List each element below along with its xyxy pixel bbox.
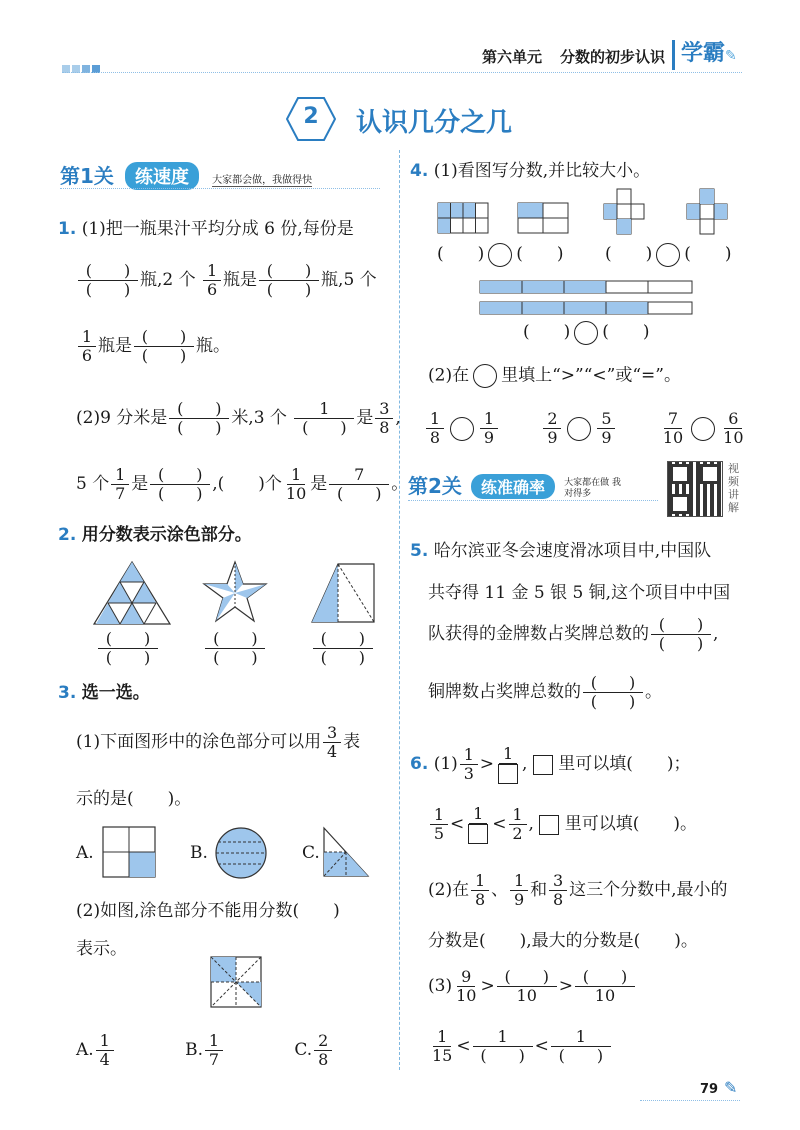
q6-line3 [428,866,728,914]
q2-line [58,524,252,546]
q3-p1c: 示的是( )。 [76,789,192,809]
header-squares [62,58,100,77]
q2-text: 用分数表示涂色部分。 [81,525,252,545]
q5-blank-bronze[interactable]: ( ) ( ) [583,674,643,711]
q4-row2-answers [523,318,650,346]
column-divider [399,150,400,1070]
q1-line4 [76,396,401,440]
q2-answer-1: ( ) ( ) [98,630,158,667]
lesson-number-badge [286,96,336,142]
q6-frac-1-8: $\frac{1}{8}$ [471,872,489,909]
q2-answers [96,628,375,668]
header-brand-logo [672,40,737,70]
q6-frac-3-8: $\frac{3}{8}$ [549,872,567,909]
q1-is-b: 是 [131,474,149,494]
video-explain-label: 视频讲解 [728,462,739,514]
q3-p1 [76,720,360,764]
q1-p3-blank: ( )个 [217,474,282,494]
q4-line [410,160,650,182]
q3-choices [76,1028,334,1072]
q5-line1 [410,540,711,562]
footer-rule [640,1100,740,1101]
q1-frac-1-6: $\frac{1}{6}$ [203,262,221,299]
q1-p3-text: 5 个 [76,474,110,494]
q4-pair-3-circle[interactable] [691,417,715,441]
q4-blank-a[interactable]: ( ) [437,244,485,264]
q3-number: 3. [58,683,77,703]
q1-is: 是 [356,408,374,428]
q2-triangle-figure [92,560,172,626]
q1-line2 [76,258,377,302]
q3-p1-text: (1)下面图形中的涂色部分可以用 [76,732,322,752]
q4-fig-grid-1 [437,202,489,234]
q4-pair-1-circle[interactable] [450,417,474,441]
q4-blank-e[interactable]: ( ) [523,322,571,342]
q6-frac-1-9: $\frac{1}{9}$ [510,872,528,909]
header-unit: 第六单元 [482,48,543,66]
q4-pair-3: $\frac{7}{10}$ $\frac{6}{10}$ [662,409,744,447]
q1-line1 [58,218,354,240]
q1-blank-frac-1: ( ) ( ) [78,262,138,299]
q6-frac-1-15: $\frac{1}{15}$ [432,1027,453,1065]
q6-fill-a: 里可以填( )； [558,754,691,774]
q1-blank-frac-3: ( ) ( ) [134,328,194,365]
q6-comma: , [522,754,528,774]
q4-p2-text: (2)在 [428,365,470,386]
q5-l2: 共夺得 11 金 5 银 5 铜,这个项目中中国 [428,583,731,603]
q1-frac-1-7: $\frac{1}{7}$ [111,466,129,503]
q4-blank-b[interactable]: ( ) [516,244,564,264]
q4-bar-figure [479,280,693,318]
section1-underline [60,188,380,189]
q3-opt-c-label: C. [302,843,320,863]
q3-line [58,682,150,704]
q5-line3 [428,612,718,656]
q6-line5 [428,962,637,1010]
q6-blank-frac-4[interactable]: 1 ( ) [551,1028,611,1065]
q6-gt-2: > [480,976,495,996]
brand-text: 学霸 [681,41,726,66]
pencil-icon: ✎ [725,48,737,64]
q6-blank-frac-2[interactable]: ( ) 10 [575,968,635,1005]
page-number: 79 [700,1082,719,1097]
q5-number: 5. [410,541,429,561]
q5-l1: 哈尔滨亚冬会速度滑冰项目中,中国队 [433,541,712,561]
q3-p1-tail: 表 [343,732,361,752]
section1-badge: 练速度 [125,162,199,190]
q1-blank-frac-4: ( ) ( ) [169,400,229,437]
q3-text: 选一选。 [81,683,150,703]
q6-box-icon-1 [533,755,553,775]
q6-frac-1-3: $\frac{1}{3}$ [460,746,478,783]
q6-p3-prefix: (3) [428,976,453,996]
q1-unit-b: 瓶, [321,270,344,290]
q6-gt-3: > [558,976,573,996]
q1-blank-frac-2: ( ) ( ) [259,262,319,299]
q4-number: 4. [410,161,429,181]
qr-code[interactable] [668,462,722,516]
q4-pair-2: $\frac{2}{9}$ $\frac{5}{9}$ [541,418,617,438]
q1-number: 1. [58,219,77,239]
q2-answer-3: ( ) ( ) [313,630,373,667]
q4-compare-circle-3[interactable] [574,321,598,345]
section2-underline [408,500,658,501]
q1-end: 。 [391,474,409,494]
q4-p2-tail: 里填上“>”“<”或“=”。 [501,365,681,386]
section2-header [408,470,628,500]
section2-slogan: 大家都在做 我对得多 [564,477,621,499]
q1-frac-1-6-b: $\frac{1}{6}$ [78,328,96,365]
q3-choice-a[interactable]: A. $\frac{1}{4}$ [76,1040,116,1060]
q6-p2c: 分数是( ),最大的分数是( )。 [428,931,698,951]
section2-label: 第2关 [408,474,462,498]
q5-comma: , [713,624,719,644]
q4-p1: (1)看图写分数,并比较大小。 [433,161,651,181]
q1-frac-1-10: $\frac{1}{10}$ [285,465,307,503]
q3-p2a: (2)如图,涂色部分不能用分数( ) [76,901,340,921]
q3-opt-a-label: A. [76,843,94,863]
lesson-title: 认识几分之几 [356,108,513,138]
q6-frac-1-2: $\frac{1}{2}$ [509,806,527,843]
q3-frac-3-4: $\frac{3}{4}$ [323,724,341,761]
header-rule [62,72,742,73]
footer-pencil-icon: ✎ [724,1078,738,1097]
q6-p2-text: 这三个分数中,最小的 [569,880,728,900]
q6-box-2[interactable] [468,824,488,844]
section1-label: 第1关 [60,164,114,188]
q4-fig-cross-1 [603,188,645,236]
q5-end: 。 [645,682,662,702]
q4-p2 [428,364,681,388]
q5-l3: 队获得的金牌数占奖牌总数的 [428,624,649,644]
section2-badge: 练准确率 [471,474,555,499]
q4-blank-f[interactable]: ( ) [602,322,650,342]
q1-bottle-word-b: 瓶是 [98,336,132,356]
q5-blank-gold[interactable]: ( ) ( ) [651,616,711,653]
q3-p2-figure [210,956,262,1008]
q6-sep: 、 [491,880,509,900]
q3-opt-b-label: B. [190,843,208,863]
q6-box-icon-2 [539,815,559,835]
q1-two: 2 个 [162,270,196,290]
q1-bottle-word-a: 瓶是 [223,270,258,290]
q4-blank-c[interactable]: ( ) [604,244,653,264]
q6-p1-prefix: (1) [433,754,458,774]
q6-line6 [428,1022,613,1070]
q1-line3 [76,324,230,368]
q1-p2-text: (2)9 分米是 [76,408,168,428]
q1-unit: 瓶, [140,270,163,290]
q4-compare-circle-2[interactable] [656,243,680,267]
q1-frac-3-8: $\frac{3}{8}$ [375,400,393,437]
q6-comma-2: , [528,814,534,834]
q3-choice-c[interactable]: C. $\frac{2}{8}$ [294,1040,334,1060]
q2-answer-2: ( ) ( ) [205,630,265,667]
q1-five: 5 个 [343,270,377,290]
q6-frac-1-box: 1 [496,745,520,784]
q1-blank-frac-7: 7 ( ) [329,466,389,503]
header-topic: 分数的初步认识 [560,48,666,66]
q6-line1 [410,740,691,788]
q4-fig-grid-2 [517,202,569,234]
q6-p2-prefix: (2)在 [428,880,470,900]
q6-box-1[interactable] [498,764,518,784]
q6-frac-1-box-2: 1 [466,805,490,844]
q6-frac-9-10: $\frac{9}{10}$ [456,967,477,1005]
q4-blank-d[interactable]: ( ) [684,244,732,264]
q1-comma: , [395,408,401,428]
q6-lt: < [450,814,465,834]
q4-pair-1: $\frac{1}{8}$ $\frac{1}{9}$ [424,418,500,438]
q1-blank-frac-6: ( ) ( ) [150,466,210,503]
q3-option-c-figure[interactable] [322,826,370,878]
q1-bottle-word-c: 瓶。 [196,336,230,356]
section1-header [60,160,312,190]
q6-lt-2: < [492,814,507,834]
q6-fill-b: 里可以填( )。 [564,814,697,834]
q6-lt-4: < [534,1036,549,1056]
q4-fig-cross-2 [686,188,728,236]
q3-choice-b[interactable]: B. $\frac{1}{7}$ [185,1040,225,1060]
q1-blank-frac-5: 1 ( ) [294,400,354,437]
section1-slogan: 大家都会做，我做得快 [212,175,313,186]
circle-icon [473,364,497,388]
q4-row1-answers [437,240,731,268]
q6-number: 6. [410,754,429,774]
q3-option-b-figure[interactable] [214,826,268,880]
q2-number: 2. [58,525,77,545]
q5-l4: 铜牌数占奖牌总数的 [428,682,581,702]
q2-square-figure [310,562,376,624]
q1-is-c: 是 [310,474,328,494]
q4-compare-circle-1[interactable] [488,243,512,267]
q6-blank-frac-3[interactable]: 1 ( ) [473,1028,533,1065]
q6-gt: > [479,754,495,774]
q3-p2b: 表示。 [76,939,127,959]
lesson-number: 2 [303,104,319,129]
q1-comma-b: , [212,474,218,494]
q6-frac-1-5: $\frac{1}{5}$ [430,806,448,843]
q6-lt-3: < [456,1036,471,1056]
q2-star-figure [202,560,268,624]
q6-line2 [428,800,697,848]
q4-pair-2-circle[interactable] [567,417,591,441]
q4-compare-pairs [424,404,748,452]
q1-p1-text: (1)把一瓶果汁平均分成 6 份,每份是 [81,219,354,239]
q3-option-a-figure[interactable] [102,826,156,878]
q5-line4 [428,670,662,714]
q6-blank-frac-1[interactable]: ( ) 10 [497,968,557,1005]
q1-line5 [76,462,408,506]
q6-and: 和 [530,880,548,900]
q1-m3: 米,3 个 [231,408,287,428]
